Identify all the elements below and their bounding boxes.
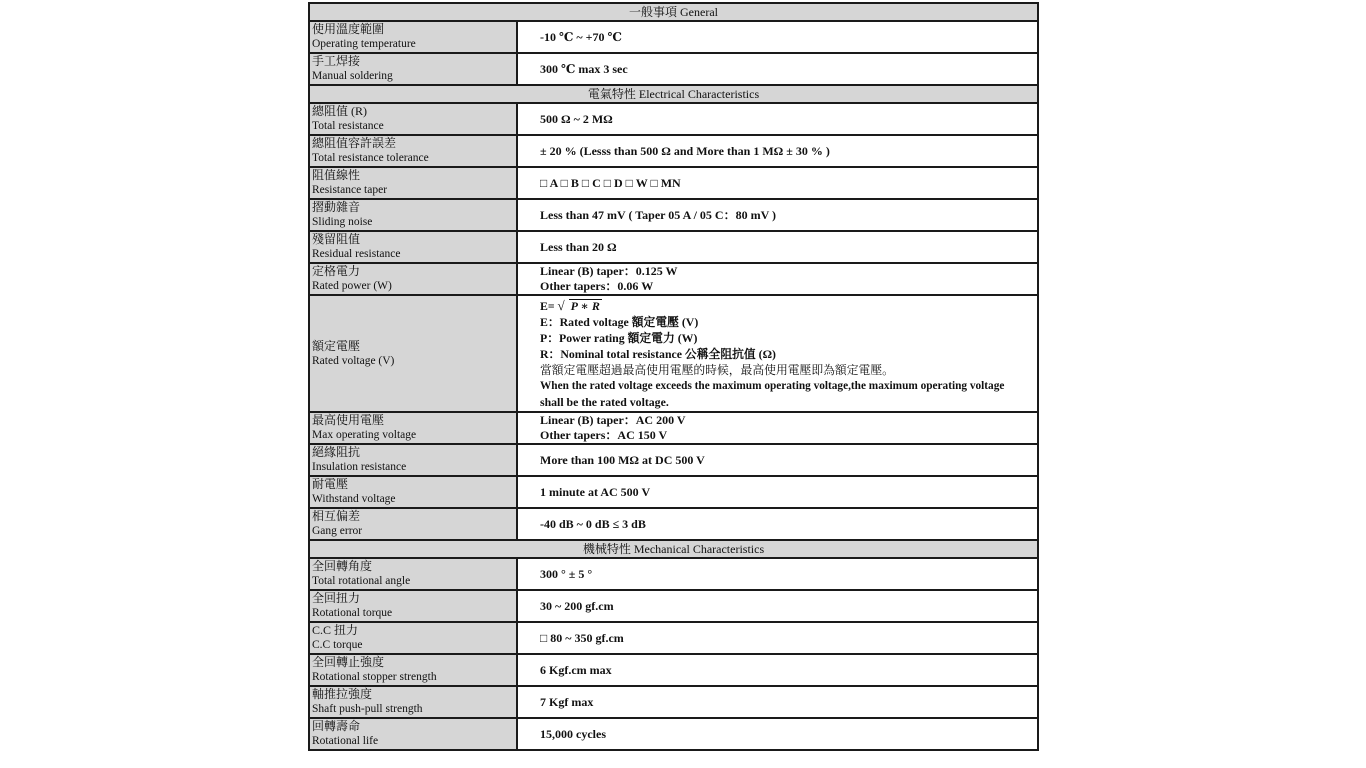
spec-row-sliding-noise xyxy=(309,199,1038,231)
section-row-general xyxy=(309,3,1038,21)
value-rated-power xyxy=(517,263,1038,295)
section-header-mechanical: 機械特性 Mechanical Characteristics xyxy=(309,540,1038,558)
label-en: Sliding noise xyxy=(312,216,373,228)
spec-row-cc-torque xyxy=(309,622,1038,654)
label-life xyxy=(309,718,517,750)
label-en: Total resistance xyxy=(312,120,384,132)
value-push-pull: 7 Kgf max xyxy=(517,686,1038,718)
value-sliding-noise: Less than 47 mV ( Taper 05 A / 05 C：80 mV ) xyxy=(517,199,1038,231)
rated-voltage-formula xyxy=(540,298,1037,314)
label-sliding-noise xyxy=(309,199,517,231)
value-gang-error: -40 dB ~ 0 dB ≤ 3 dB xyxy=(517,508,1038,540)
value-total-resistance: 500 Ω ~ 2 MΩ xyxy=(517,103,1038,135)
label-rot-angle xyxy=(309,558,517,590)
section-header-electrical: 電氣特性 Electrical Characteristics xyxy=(309,85,1038,103)
label-zh: 全回轉止強度 xyxy=(312,655,385,669)
spec-row-rot-angle xyxy=(309,558,1038,590)
section-header-general: 一般事項 General xyxy=(309,3,1038,21)
label-en: Rotational life xyxy=(312,735,379,747)
rated-power-linear: Linear (B) taper：0.125 W xyxy=(540,264,678,278)
section-row-electrical xyxy=(309,85,1038,103)
spec-row-gang-error xyxy=(309,508,1038,540)
spec-row-rated-power xyxy=(309,263,1038,295)
sqrt-icon: √ xyxy=(557,297,565,313)
spec-row-residual-resistance xyxy=(309,231,1038,263)
spec-table xyxy=(308,2,1039,751)
label-en: Manual soldering xyxy=(312,70,393,82)
label-zh: 全回轉角度 xyxy=(312,559,373,573)
rated-voltage-note-zh: 當額定電壓超過最高使用電壓的時候，最高使用電壓即為額定電壓。 xyxy=(540,362,894,377)
label-en: Insulation resistance xyxy=(312,461,407,473)
label-residual-resistance xyxy=(309,231,517,263)
label-zh: 全回扭力 xyxy=(312,591,361,605)
value-withstand: 1 minute at AC 500 V xyxy=(517,476,1038,508)
value-life: 15,000 cycles xyxy=(517,718,1038,750)
label-rot-torque xyxy=(309,590,517,622)
value-rot-torque: 30 ~ 200 gf.cm xyxy=(517,590,1038,622)
spec-row-withstand xyxy=(309,476,1038,508)
label-en: Rated voltage (V) xyxy=(312,354,395,367)
label-en: Total resistance tolerance xyxy=(312,152,429,164)
value-insulation: More than 100 MΩ at DC 500 V xyxy=(517,444,1038,476)
section-row-mechanical xyxy=(309,540,1038,558)
label-stopper xyxy=(309,654,517,686)
value-tolerance: ± 20 % (Lesss than 500 Ω and More than 1 MΩ ± 30 % ) xyxy=(517,135,1038,167)
label-manual-soldering xyxy=(309,53,517,85)
label-operating-temperature xyxy=(309,21,517,53)
label-en: Total rotational angle xyxy=(312,575,411,587)
label-en: Rotational torque xyxy=(312,607,393,619)
label-zh: 總阻值容許誤差 xyxy=(312,136,397,150)
label-en: Gang error xyxy=(312,525,363,537)
rated-power-other: Other tapers：0.06 W xyxy=(540,279,654,293)
label-zh: 軸推拉強度 xyxy=(312,687,373,701)
label-cc-torque xyxy=(309,622,517,654)
label-en: Operating temperature xyxy=(312,38,416,50)
spec-row-max-voltage xyxy=(309,412,1038,444)
label-zh: 總阻值 (R) xyxy=(312,104,367,118)
spec-row-tolerance xyxy=(309,135,1038,167)
label-en: Shaft push-pull strength xyxy=(312,703,423,715)
max-voltage-other: Other tapers：AC 150 V xyxy=(540,428,668,442)
label-zh: 耐電壓 xyxy=(312,477,349,491)
label-zh: 絕緣阻抗 xyxy=(312,445,361,459)
rated-voltage-p-def: P：Power rating 額定電力 (W) xyxy=(540,330,698,345)
label-rated-power xyxy=(309,263,517,295)
label-zh: 手工焊接 xyxy=(312,54,361,68)
label-en: Withstand voltage xyxy=(312,493,396,505)
value-stopper: 6 Kgf.cm max xyxy=(517,654,1038,686)
label-en: Max operating voltage xyxy=(312,429,417,441)
rated-voltage-note-en-2: shall be the rated voltage. xyxy=(540,394,669,409)
label-taper xyxy=(309,167,517,199)
label-en: Rotational stopper strength xyxy=(312,671,437,683)
label-en: Residual resistance xyxy=(312,248,401,260)
value-taper-checkboxes: □ A □ B □ C □ D □ W □ MN xyxy=(517,167,1038,199)
value-rot-angle: 300 ° ± 5 ° xyxy=(517,558,1038,590)
spec-sheet xyxy=(308,2,1037,751)
value-operating-temperature: -10 ℃ ~ +70 ℃ xyxy=(517,21,1038,53)
label-max-voltage xyxy=(309,412,517,444)
label-zh: 定格電力 xyxy=(312,264,361,278)
label-zh: 使用溫度範圍 xyxy=(312,22,385,36)
value-rated-voltage xyxy=(517,295,1038,412)
spec-row-life xyxy=(309,718,1038,750)
label-zh: 摺動雜音 xyxy=(312,200,361,214)
spec-row-push-pull xyxy=(309,686,1038,718)
label-zh: C.C 扭力 xyxy=(312,623,359,637)
formula-radicand: P ∗ R xyxy=(570,298,600,313)
spec-row-rot-torque xyxy=(309,590,1038,622)
label-insulation xyxy=(309,444,517,476)
value-residual-resistance: Less than 20 Ω xyxy=(517,231,1038,263)
label-withstand xyxy=(309,476,517,508)
spec-row-insulation xyxy=(309,444,1038,476)
label-zh: 相互偏差 xyxy=(312,509,361,523)
formula-lhs: E= xyxy=(540,298,555,313)
label-tolerance xyxy=(309,135,517,167)
label-zh: 阻值線性 xyxy=(312,168,361,182)
value-cc-torque: □ 80 ~ 350 gf.cm xyxy=(517,622,1038,654)
label-gang-error xyxy=(309,508,517,540)
spec-row-manual-soldering xyxy=(309,53,1038,85)
spec-row-rated-voltage xyxy=(309,295,1038,412)
spec-row-operating-temperature xyxy=(309,21,1038,53)
value-manual-soldering: 300 ℃ max 3 sec xyxy=(517,53,1038,85)
rated-voltage-e-def: E：Rated voltage 額定電壓 (V) xyxy=(540,314,699,329)
value-max-voltage xyxy=(517,412,1038,444)
label-zh: 額定電壓 xyxy=(312,338,361,353)
rated-voltage-note-en-1: When the rated voltage exceeds the maximum operating voltage,the maximum operating voltage xyxy=(540,379,1005,392)
label-en: Rated power (W) xyxy=(312,280,392,292)
spec-row-total-resistance xyxy=(309,103,1038,135)
label-zh: 最高使用電壓 xyxy=(312,413,385,427)
label-en: C.C torque xyxy=(312,639,363,651)
label-push-pull xyxy=(309,686,517,718)
label-en: Resistance taper xyxy=(312,184,388,196)
rated-voltage-r-def: R：Nominal total resistance 公稱全阻抗值 (Ω) xyxy=(540,346,776,361)
label-total-resistance xyxy=(309,103,517,135)
spec-row-stopper xyxy=(309,654,1038,686)
label-zh: 回轉壽命 xyxy=(312,719,361,733)
label-rated-voltage xyxy=(309,295,517,412)
max-voltage-linear: Linear (B) taper：AC 200 V xyxy=(540,413,686,427)
spec-row-taper xyxy=(309,167,1038,199)
label-zh: 殘留阻值 xyxy=(312,232,361,246)
